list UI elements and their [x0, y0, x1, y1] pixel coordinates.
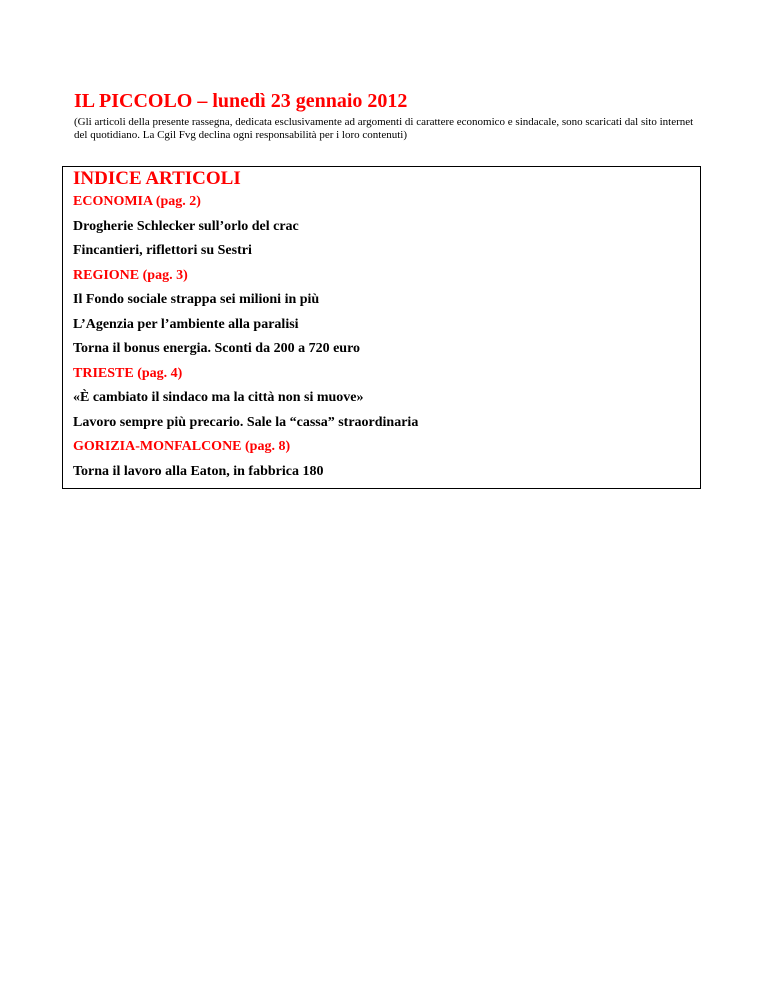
index-title: INDICE ARTICOLI [73, 168, 241, 189]
section-heading-gorizia-monfalcone: GORIZIA-MONFALCONE (pag. 8) [73, 439, 291, 454]
article-index-box [62, 166, 701, 489]
section-heading-regione: REGIONE (pag. 3) [73, 267, 188, 283]
article-link[interactable]: Drogherie Schlecker sull’orlo del crac [73, 218, 299, 234]
article-link[interactable]: Il Fondo sociale strappa sei milioni in più [73, 292, 320, 307]
article-link[interactable]: L’Agenzia per l’ambiente alla paralisi [73, 316, 299, 332]
article-link[interactable]: Torna il bonus energia. Sconti da 200 a 720 euro [73, 341, 361, 356]
article-link[interactable]: Torna il lavoro alla Eaton, in fabbrica 180 [73, 463, 324, 479]
article-link[interactable]: «È cambiato il sindaco ma la città non si muove» [73, 390, 364, 405]
document-header [74, 90, 704, 142]
article-link[interactable]: Fincantieri, riflettori su Sestri [73, 243, 252, 258]
article-link[interactable]: Lavoro sempre più precario. Sale la “cassa” straordinaria [73, 414, 419, 430]
disclaimer-text: (Gli articoli della presente rassegna, dedicata esclusivamente ad argomenti di carattere economico e sindacale, sono scaricati dal sito internet del quotidiano. La Cgil Fvg declina ogni responsabilità per i loro contenuti) [74, 116, 694, 141]
section-heading-trieste: TRIESTE (pag. 4) [73, 365, 183, 381]
page-title: IL PICCOLO – lunedì 23 gennaio 2012 [74, 90, 408, 112]
section-heading-economia: ECONOMIA (pag. 2) [73, 194, 201, 209]
index-list [73, 194, 690, 488]
